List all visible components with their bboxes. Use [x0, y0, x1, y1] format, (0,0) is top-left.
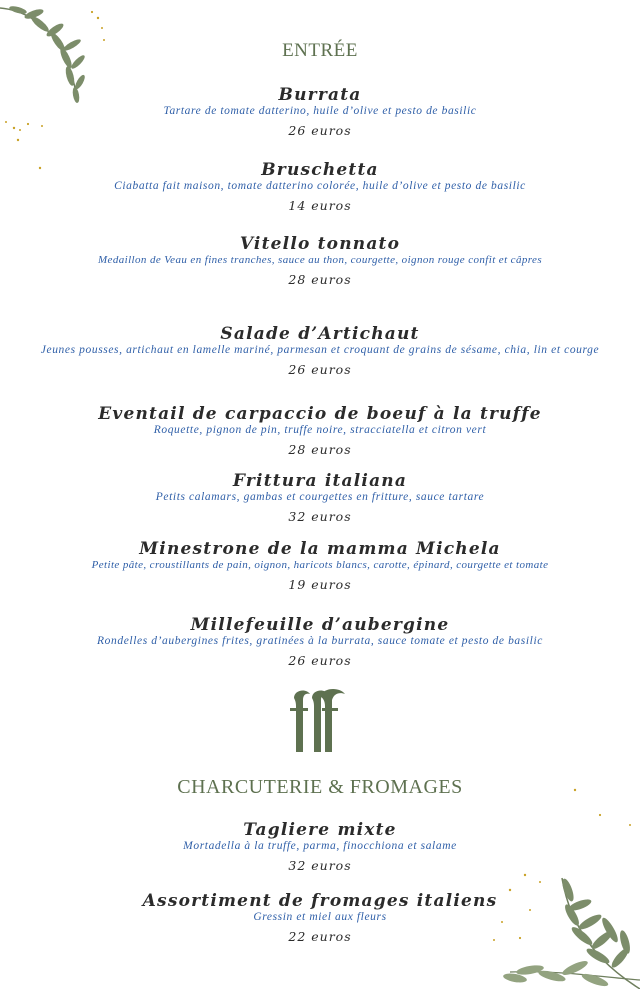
olive-branch-bottom-right-icon [490, 860, 640, 989]
item-description: Petits calamars, gambas et courgettes en fritture, sauce tartare [155, 491, 485, 503]
item-name: Minestrone de la mamma Michela [139, 539, 501, 559]
menu-item [0, 161, 640, 213]
item-name: Tagliere mixte [243, 820, 397, 840]
item-name: Eventail de carpaccio de boeuf à la truffe [98, 404, 542, 424]
item-name: Burrata [278, 85, 362, 105]
item-description: Medaillon de Veau en fines tranches, sauce au thon, courgette, oignon rouge confit et câpres [97, 254, 543, 266]
item-price: 32 euros [288, 858, 352, 873]
gold-dots-icon [540, 770, 640, 830]
section-title-entree: ENTRÉE [282, 40, 358, 61]
item-price: 28 euros [288, 272, 352, 287]
item-name: Salade d’Artichaut [220, 324, 420, 344]
menu-item [0, 540, 640, 592]
item-description: Roquette, pignon de pin, truffe noire, stracciatella et citron vert [153, 424, 487, 436]
menu-item [0, 405, 640, 457]
item-name: Assortiment de fromages italiens [142, 891, 498, 911]
item-price: 26 euros [288, 653, 352, 668]
item-name: Vitello tonnato [239, 234, 401, 254]
item-description: Mortadella à la truffe, parma, finocchiona et salame [183, 840, 457, 852]
item-price: 19 euros [288, 577, 352, 592]
menu-item [0, 325, 640, 377]
menu-item [0, 472, 640, 524]
menu-item [0, 86, 640, 138]
item-description: Tartare de tomate datterino, huile d’olive et pesto de basilic [163, 105, 477, 117]
item-price: 26 euros [288, 123, 352, 138]
item-price: 28 euros [288, 442, 352, 457]
item-description: Petite pâte, croustillants de pain, oignon, haricots blancs, carotte, épinard, courgette et tomate [91, 559, 549, 571]
item-description: Ciabatta fait maison, tomate datterino colorée, huile d’olive et pesto de basilic [114, 180, 526, 192]
item-price: 26 euros [288, 362, 352, 377]
section-title-charcuterie: CHARCUTERIE & FROMAGES [177, 776, 463, 798]
item-description: Jeunes pousses, artichaut en lamelle mariné, parmesan et croquant de grains de sésame, chia, lin et courge [40, 344, 600, 356]
item-price: 22 euros [288, 929, 352, 944]
item-name: Frittura italiana [232, 471, 408, 491]
menu-item [0, 616, 640, 668]
item-price: 32 euros [288, 509, 352, 524]
item-description: Gressin et miel aux fleurs [253, 911, 387, 923]
ff-monogram-logo [290, 688, 352, 756]
item-price: 14 euros [288, 198, 352, 213]
item-description: Rondelles d’aubergines frites, gratinées à la burrata, sauce tomate et pesto de basilic [97, 635, 543, 647]
menu-item [0, 235, 640, 287]
item-name: Bruschetta [261, 160, 379, 180]
item-name: Millefeuille d’aubergine [190, 615, 450, 635]
